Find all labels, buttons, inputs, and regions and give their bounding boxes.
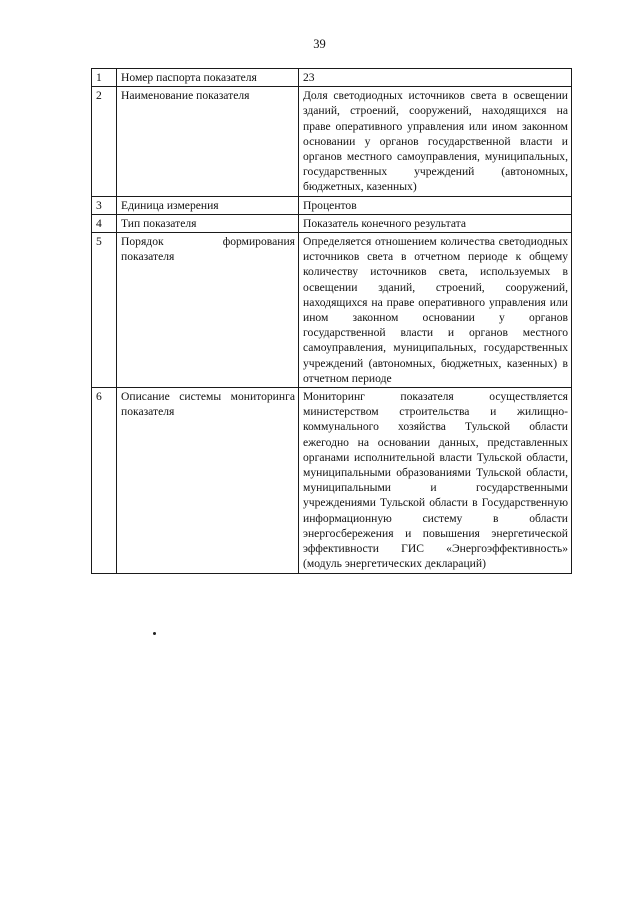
stray-dot-mark [153,632,156,635]
row-number: 2 [92,87,117,196]
row-number: 6 [92,388,117,573]
table-row [92,69,572,87]
row-value: 23 [299,69,572,87]
row-name: Тип показателя [117,214,299,232]
row-number: 4 [92,214,117,232]
row-name: Наименование показателя [117,87,299,196]
row-name: Порядок формирования показателя [117,233,299,388]
table-row [92,233,572,388]
row-number: 3 [92,196,117,214]
page-number: 39 [313,37,326,51]
indicator-passport-table [91,68,572,574]
row-value: Мониторинг показателя осуществляется министерством строительства и жилищно-коммунального хозяйства Тульской области ежегодно на основании данных, представленных органами исполнительной власти Тульской области, муниципальными образованиями Тульской области, муниципальными и государственными учреждениями Тульской области в Государственную информационную систему в области энергосбережения и повышения энергетической эффективности ГИС «Энергоэффективность» (модуль энергетических деклараций) [299,388,572,573]
row-number: 1 [92,69,117,87]
row-value: Процентов [299,196,572,214]
row-value: Показатель конечного результата [299,214,572,232]
row-name: Номер паспорта показателя [117,69,299,87]
row-value: Определяется отношением количества светодиодных источников света в отчетном периоде к общему количеству источников света, используемых в освещении зданий, строений, сооружений, находящихся на праве оперативного управления или ином законном основании у органов государственной власти и органов местного самоуправления, муниципальных, государственных учреждений (автономных, бюджетных, казенных) в отчетном периоде [299,233,572,388]
row-value: Доля светодиодных источников света в освещении зданий, строений, сооружений, находящихся на праве оперативного управления или ином законном основании у органов государственной власти и органов местного самоуправления, муниципальных, государственных учреждений (автономных, бюджетных, казенных) [299,87,572,196]
table-row [92,388,572,573]
table-row [92,196,572,214]
row-name: Описание системы мониторинга показателя [117,388,299,573]
table-row [92,87,572,196]
row-name: Единица измерения [117,196,299,214]
table-row [92,214,572,232]
row-number: 5 [92,233,117,388]
